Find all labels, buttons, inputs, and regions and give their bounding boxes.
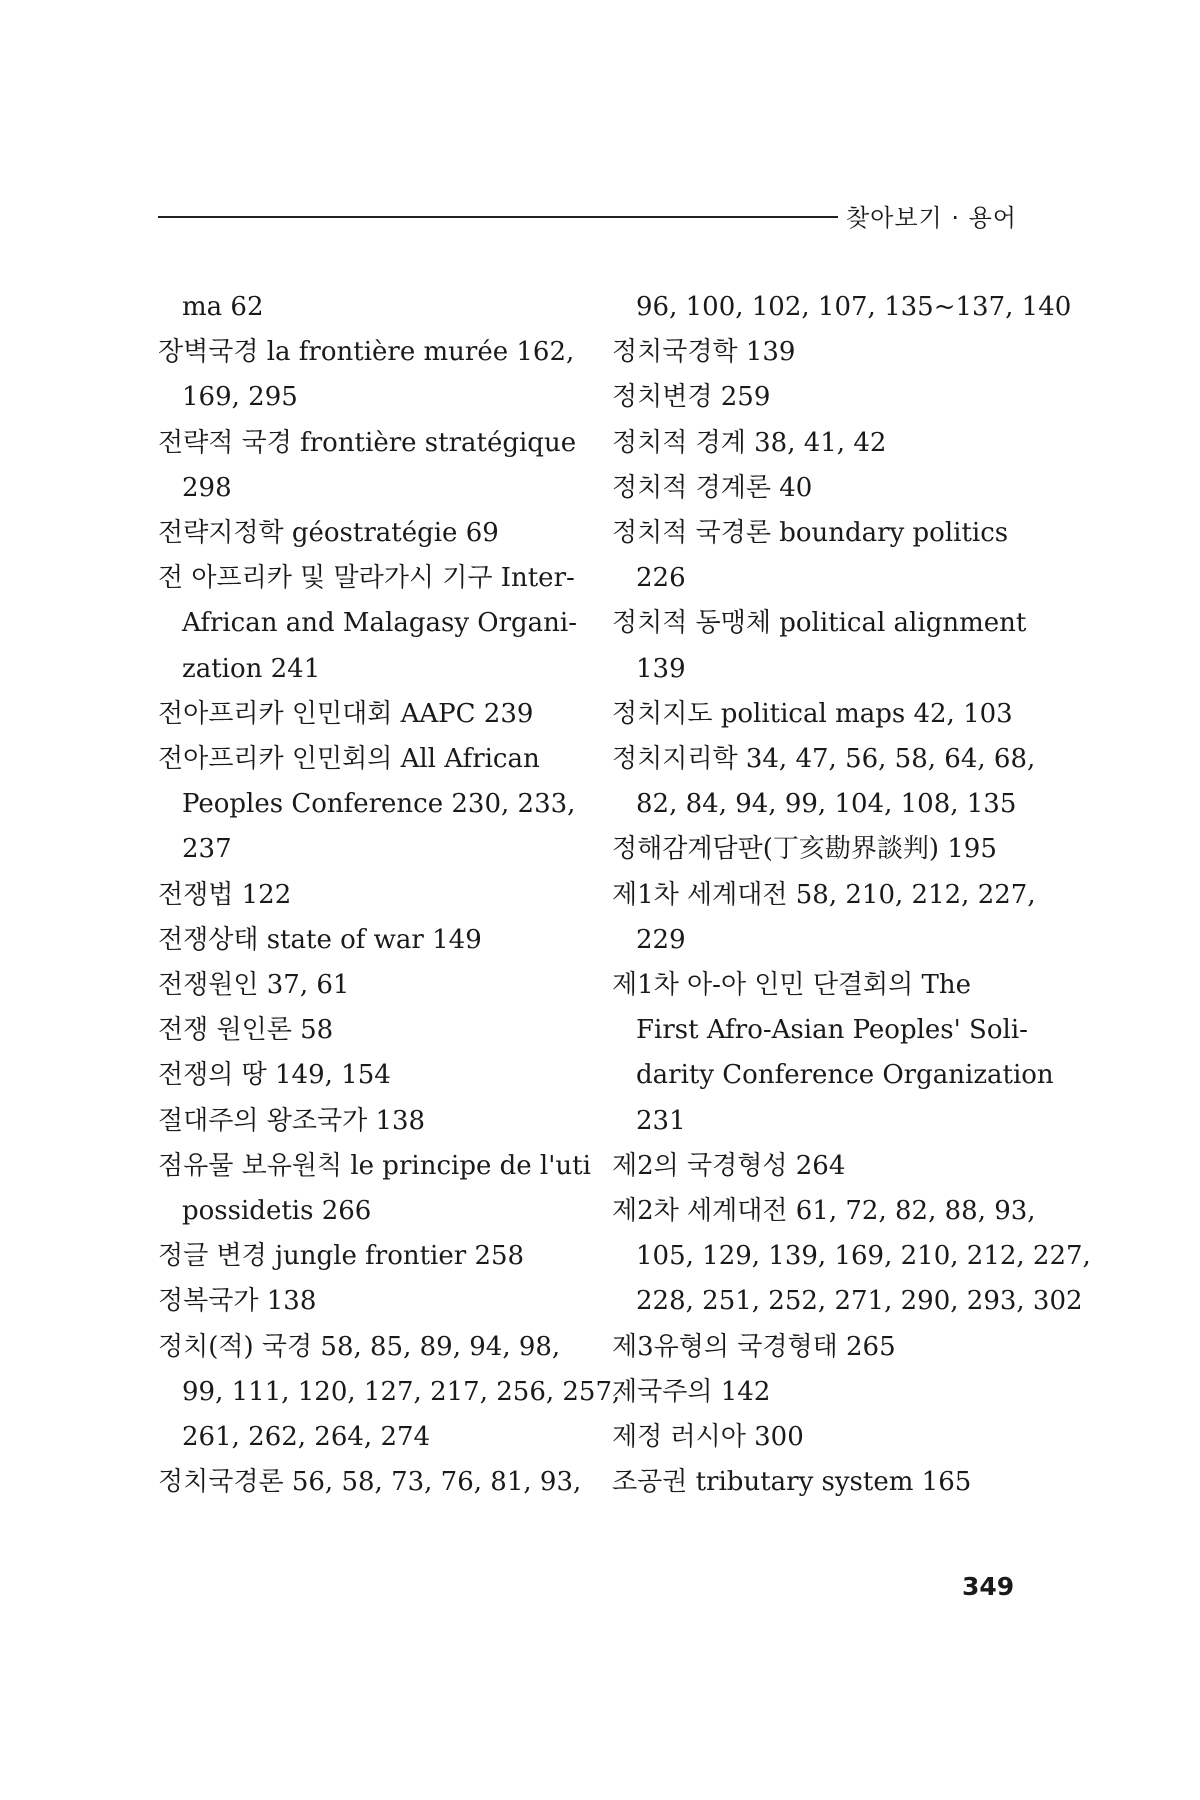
index-entry: 제1차 세계대전 58, 210, 212, 227, (612, 879, 1036, 910)
index-entry: 전쟁법 122 (158, 879, 292, 910)
index-entry-continuation: 82, 84, 94, 99, 104, 108, 135 (636, 789, 1017, 820)
index-entry-continuation: 105, 129, 139, 169, 210, 212, 227, (636, 1241, 1091, 1272)
index-entry: 절대주의 왕조국가 138 (158, 1105, 426, 1136)
page-number: 349 (962, 1572, 1015, 1601)
index-entry-continuation: 231 (636, 1105, 686, 1136)
index-entry-continuation: 139 (636, 653, 686, 684)
index-entry: 전아프리카 인민회의 All African (158, 744, 540, 775)
index-entry: 전아프리카 인민대회 AAPC 239 (158, 698, 534, 729)
index-entry: 제국주의 142 (612, 1376, 771, 1407)
left-index-column (158, 285, 621, 1505)
index-entry-continuation: 99, 111, 120, 127, 217, 256, 257, (182, 1376, 621, 1407)
index-entry: 정치적 동맹체 political alignment (612, 608, 1027, 639)
index-entry: 전 아프리카 및 말라가시 기구 Inter- (158, 563, 575, 594)
index-entry-continuation: African and Malagasy Organi- (182, 608, 578, 639)
index-entry: 전쟁의 땅 149, 154 (158, 1060, 391, 1091)
index-entry: 정치국경학 139 (612, 337, 796, 368)
index-entry: 정해감계담판(丁亥勘界談判) 195 (612, 834, 997, 865)
index-entry: 정치적 국경론 boundary politics (612, 518, 1009, 549)
index-entry-continuation: possidetis 266 (182, 1196, 372, 1227)
index-entry: 정글 변경 jungle frontier 258 (158, 1241, 525, 1272)
index-entry: 정복국가 138 (158, 1286, 317, 1317)
index-entry: 전쟁 원인론 58 (158, 1015, 334, 1046)
index-entry: 정치지리학 34, 47, 56, 58, 64, 68, (612, 744, 1036, 775)
index-entry: 정치변경 259 (612, 382, 771, 413)
index-entry-continuation: 96, 100, 102, 107, 135~137, 140 (636, 292, 1072, 322)
index-entry: 정치(적) 국경 58, 85, 89, 94, 98, (158, 1331, 561, 1362)
index-entry: 정치지도 political maps 42, 103 (612, 698, 1013, 729)
index-entry-continuation: 298 (182, 472, 232, 503)
index-entry: 제2의 국경형성 264 (612, 1150, 846, 1181)
running-header: 찾아보기 · 용어 (846, 204, 1017, 232)
index-entry: 정치적 경계 38, 41, 42 (612, 427, 887, 458)
index-entry: 전쟁원인 37, 61 (158, 970, 350, 1001)
index-entry: 전쟁상태 state of war 149 (158, 924, 482, 955)
index-entry-continuation: 237 (182, 834, 232, 865)
index-entry: 제3유형의 국경형태 265 (612, 1331, 896, 1362)
index-entry-continuation: 228, 251, 252, 271, 290, 293, 302 (636, 1286, 1083, 1317)
index-entry: 전략지정학 géostratégie 69 (158, 518, 499, 549)
index-entry-continuation: zation 241 (182, 653, 321, 684)
index-entry: 전략적 국경 frontière stratégique (158, 427, 577, 458)
index-entry: 제정 러시아 300 (612, 1422, 804, 1453)
index-entry-continuation: 169, 295 (182, 382, 298, 413)
index-entry-continuation: 261, 262, 264, 274 (182, 1422, 431, 1453)
index-entry-continuation: Peoples Conference 230, 233, (182, 789, 576, 820)
index-entry-continuation: 226 (636, 563, 686, 594)
index-entry: 장벽국경 la frontière murée 162, (158, 337, 575, 368)
index-entry-continuation: 229 (636, 924, 686, 955)
index-entry: 정치적 경계론 40 (612, 472, 813, 503)
index-entry: 제2차 세계대전 61, 72, 82, 88, 93, (612, 1196, 1036, 1227)
index-entry: 정치국경론 56, 58, 73, 76, 81, 93, (158, 1467, 582, 1498)
index-entry-continuation: ma 62 (182, 292, 264, 322)
right-index-column (612, 285, 1091, 1505)
index-entry: 조공권 tributary system 165 (612, 1467, 972, 1498)
index-entry: 제1차 아-아 인민 단결회의 The (612, 970, 972, 1001)
header-rule (158, 216, 838, 218)
index-entry: 점유물 보유원칙 le principe de l'uti (158, 1150, 591, 1181)
index-entry-continuation: First Afro-Asian Peoples' Soli- (636, 1015, 1028, 1046)
index-entry-continuation: darity Conference Organization (636, 1060, 1054, 1091)
